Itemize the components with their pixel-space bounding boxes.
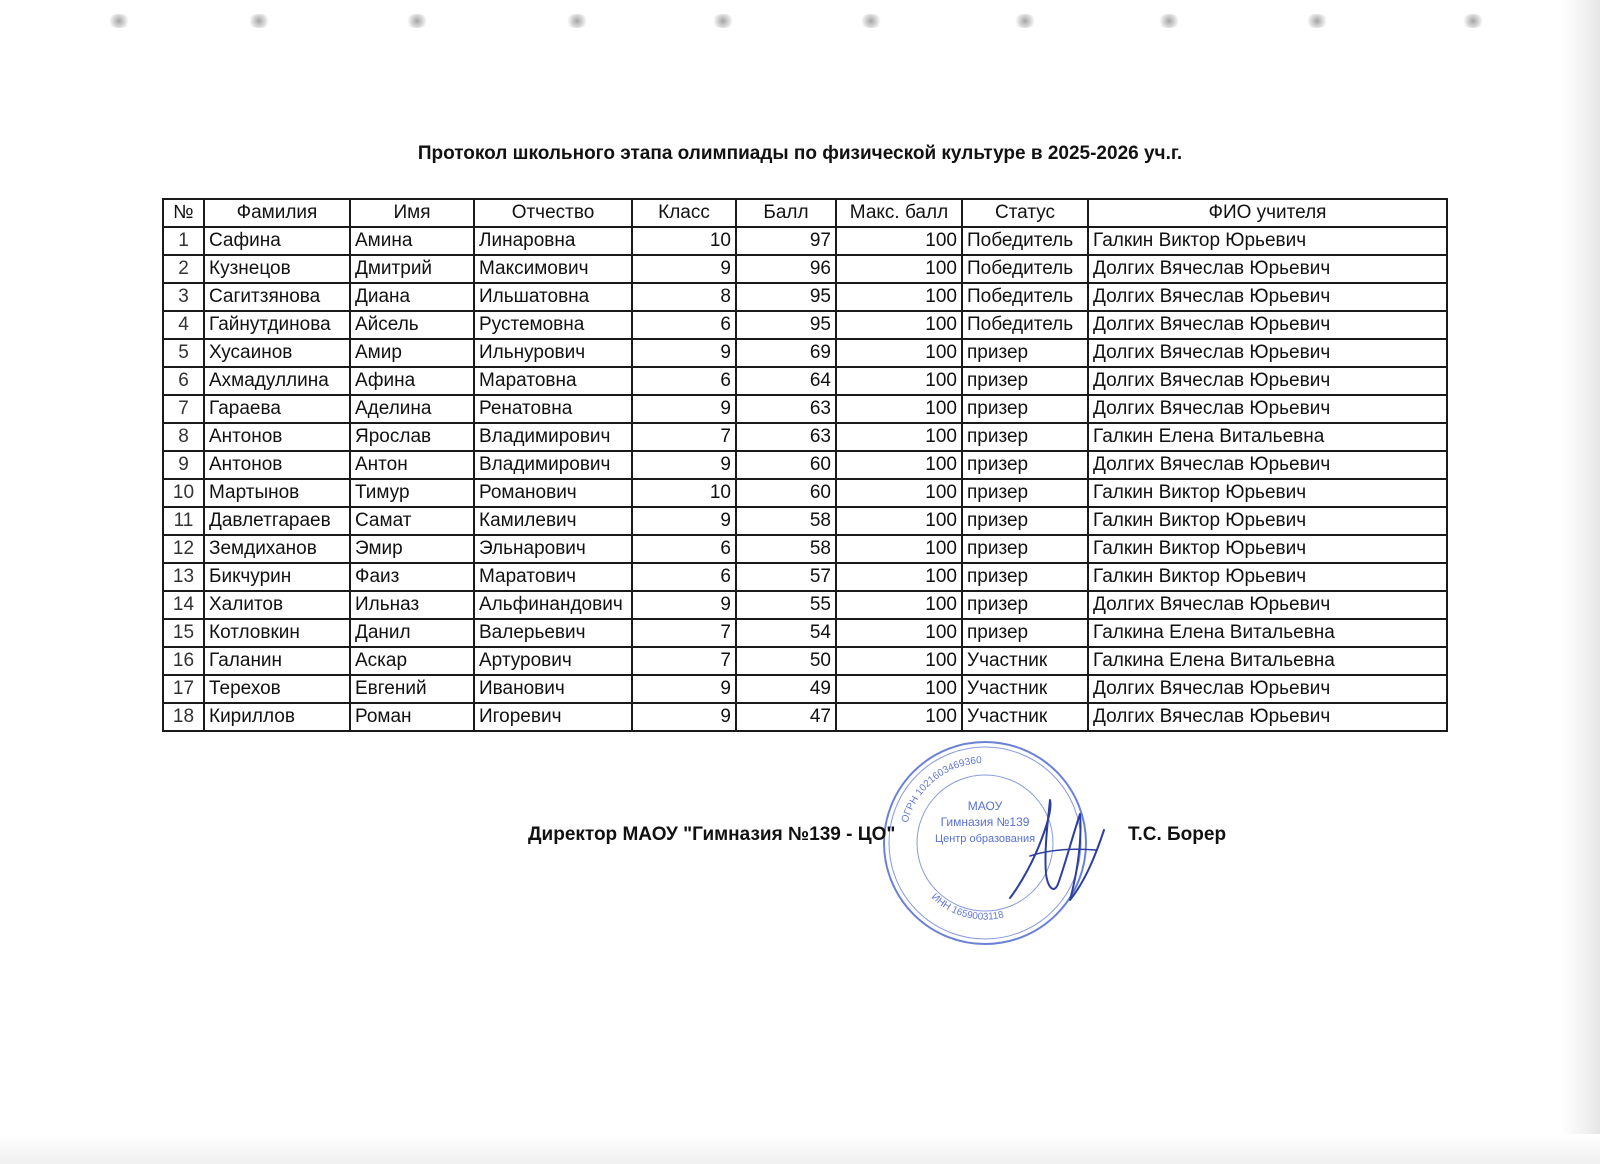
cell-patronymic: Камилевич: [474, 507, 632, 535]
cell-status: призер: [962, 423, 1088, 451]
cell-class: 9: [632, 395, 736, 423]
cell-number: 11: [163, 507, 204, 535]
cell-name: Амир: [350, 339, 474, 367]
cell-status: призер: [962, 451, 1088, 479]
cell-max-score: 100: [836, 255, 962, 283]
table-row: [163, 675, 1447, 703]
cell-teacher: Долгих Вячеслав Юрьевич: [1088, 367, 1447, 395]
cell-patronymic: Маратович: [474, 563, 632, 591]
cell-max-score: 100: [836, 507, 962, 535]
cell-score: 63: [736, 395, 836, 423]
cell-max-score: 100: [836, 367, 962, 395]
cell-class: 10: [632, 479, 736, 507]
cell-teacher: Галкина Елена Витальевна: [1088, 647, 1447, 675]
stamp-ogrn: ОГРН 1021603469360: [899, 755, 983, 825]
cell-name: Эмир: [350, 535, 474, 563]
cell-number: 2: [163, 255, 204, 283]
cell-class: 8: [632, 283, 736, 311]
cell-teacher: Галкин Виктор Юрьевич: [1088, 227, 1447, 255]
stamp-line-2: Гимназия №139: [940, 815, 1030, 829]
cell-name: Афина: [350, 367, 474, 395]
cell-name: Данил: [350, 619, 474, 647]
cell-status: Участник: [962, 675, 1088, 703]
cell-teacher: Галкин Виктор Юрьевич: [1088, 479, 1447, 507]
cell-name: Аделина: [350, 395, 474, 423]
cell-teacher: Долгих Вячеслав Юрьевич: [1088, 703, 1447, 731]
cell-class: 9: [632, 675, 736, 703]
header-number: №: [163, 199, 204, 227]
cell-patronymic: Валерьевич: [474, 619, 632, 647]
cell-score: 58: [736, 535, 836, 563]
cell-number: 6: [163, 367, 204, 395]
cell-class: 7: [632, 619, 736, 647]
table-row: [163, 255, 1447, 283]
cell-score: 95: [736, 283, 836, 311]
cell-patronymic: Игоревич: [474, 703, 632, 731]
header-class: Класс: [632, 199, 736, 227]
header-teacher: ФИО учителя: [1088, 199, 1447, 227]
cell-score: 69: [736, 339, 836, 367]
cell-patronymic: Ильнурович: [474, 339, 632, 367]
scan-dot: [1014, 14, 1036, 28]
cell-class: 7: [632, 423, 736, 451]
cell-class: 9: [632, 255, 736, 283]
cell-max-score: 100: [836, 311, 962, 339]
cell-number: 15: [163, 619, 204, 647]
cell-status: призер: [962, 339, 1088, 367]
cell-status: Победитель: [962, 255, 1088, 283]
cell-score: 60: [736, 479, 836, 507]
cell-surname: Гараева: [204, 395, 350, 423]
cell-status: призер: [962, 535, 1088, 563]
cell-max-score: 100: [836, 479, 962, 507]
cell-status: призер: [962, 619, 1088, 647]
cell-max-score: 100: [836, 591, 962, 619]
cell-teacher: Долгих Вячеслав Юрьевич: [1088, 255, 1447, 283]
cell-number: 17: [163, 675, 204, 703]
cell-surname: Котловкин: [204, 619, 350, 647]
cell-patronymic: Эльнарович: [474, 535, 632, 563]
table-row: [163, 591, 1447, 619]
cell-name: Тимур: [350, 479, 474, 507]
cell-patronymic: Рустемовна: [474, 311, 632, 339]
table-row: [163, 339, 1447, 367]
table-body: [163, 227, 1447, 731]
cell-class: 9: [632, 591, 736, 619]
header-patronymic: Отчество: [474, 199, 632, 227]
scan-dot: [406, 14, 428, 28]
cell-status: призер: [962, 507, 1088, 535]
scan-dot: [860, 14, 882, 28]
stamp-line-1: МАОУ: [967, 799, 1003, 813]
cell-class: 9: [632, 451, 736, 479]
cell-class: 6: [632, 311, 736, 339]
cell-surname: Гайнутдинова: [204, 311, 350, 339]
cell-patronymic: Маратовна: [474, 367, 632, 395]
cell-number: 8: [163, 423, 204, 451]
cell-class: 7: [632, 647, 736, 675]
cell-score: 64: [736, 367, 836, 395]
cell-name: Антон: [350, 451, 474, 479]
cell-teacher: Галкина Елена Витальевна: [1088, 619, 1447, 647]
cell-patronymic: Артурович: [474, 647, 632, 675]
cell-number: 7: [163, 395, 204, 423]
cell-max-score: 100: [836, 647, 962, 675]
cell-number: 4: [163, 311, 204, 339]
cell-score: 49: [736, 675, 836, 703]
cell-surname: Сагитзянова: [204, 283, 350, 311]
header-score: Балл: [736, 199, 836, 227]
header-name: Имя: [350, 199, 474, 227]
cell-score: 50: [736, 647, 836, 675]
scan-dot: [566, 14, 588, 28]
cell-patronymic: Романович: [474, 479, 632, 507]
cell-name: Дмитрий: [350, 255, 474, 283]
scan-artifacts: [0, 0, 1600, 50]
cell-teacher: Долгих Вячеслав Юрьевич: [1088, 311, 1447, 339]
cell-patronymic: Владимирович: [474, 423, 632, 451]
table-row: [163, 563, 1447, 591]
cell-surname: Ахмадуллина: [204, 367, 350, 395]
cell-number: 12: [163, 535, 204, 563]
cell-patronymic: Альфинандович: [474, 591, 632, 619]
cell-number: 5: [163, 339, 204, 367]
cell-name: Евгений: [350, 675, 474, 703]
cell-score: 55: [736, 591, 836, 619]
table-row: [163, 619, 1447, 647]
cell-patronymic: Иванович: [474, 675, 632, 703]
cell-teacher: Галкин Виктор Юрьевич: [1088, 563, 1447, 591]
cell-status: Победитель: [962, 227, 1088, 255]
cell-surname: Антонов: [204, 423, 350, 451]
cell-surname: Мартынов: [204, 479, 350, 507]
cell-status: Участник: [962, 703, 1088, 731]
table-row: [163, 479, 1447, 507]
cell-teacher: Долгих Вячеслав Юрьевич: [1088, 675, 1447, 703]
cell-status: Победитель: [962, 283, 1088, 311]
table-row: [163, 423, 1447, 451]
svg-text:ИНН 1659003118: [929, 891, 1005, 922]
cell-max-score: 100: [836, 423, 962, 451]
cell-score: 95: [736, 311, 836, 339]
table-row: [163, 647, 1447, 675]
cell-max-score: 100: [836, 227, 962, 255]
cell-score: 97: [736, 227, 836, 255]
cell-status: Участник: [962, 647, 1088, 675]
scan-dot: [1306, 14, 1328, 28]
cell-max-score: 100: [836, 619, 962, 647]
cell-max-score: 100: [836, 675, 962, 703]
cell-score: 54: [736, 619, 836, 647]
cell-surname: Хусаинов: [204, 339, 350, 367]
cell-status: Победитель: [962, 311, 1088, 339]
cell-patronymic: Ренатовна: [474, 395, 632, 423]
cell-number: 16: [163, 647, 204, 675]
signatory-name: Т.С. Борер: [1128, 824, 1227, 845]
cell-teacher: Долгих Вячеслав Юрьевич: [1088, 591, 1447, 619]
cell-surname: Кузнецов: [204, 255, 350, 283]
scan-dot: [1462, 14, 1484, 28]
results-table: [162, 198, 1448, 732]
cell-teacher: Долгих Вячеслав Юрьевич: [1088, 283, 1447, 311]
table-row: [163, 507, 1447, 535]
cell-name: Ильназ: [350, 591, 474, 619]
cell-score: 47: [736, 703, 836, 731]
scan-bottom-edge: [0, 1134, 1600, 1164]
cell-surname: Давлетгараев: [204, 507, 350, 535]
cell-teacher: Долгих Вячеслав Юрьевич: [1088, 451, 1447, 479]
cell-max-score: 100: [836, 563, 962, 591]
table-row: [163, 227, 1447, 255]
cell-status: призер: [962, 367, 1088, 395]
cell-class: 9: [632, 703, 736, 731]
cell-score: 60: [736, 451, 836, 479]
cell-teacher: Долгих Вячеслав Юрьевич: [1088, 339, 1447, 367]
cell-patronymic: Максимович: [474, 255, 632, 283]
table-row: [163, 535, 1447, 563]
cell-patronymic: Владимирович: [474, 451, 632, 479]
cell-class: 9: [632, 507, 736, 535]
cell-class: 9: [632, 339, 736, 367]
cell-max-score: 100: [836, 339, 962, 367]
cell-score: 63: [736, 423, 836, 451]
cell-name: Айсель: [350, 311, 474, 339]
cell-name: Фаиз: [350, 563, 474, 591]
scan-dot: [712, 14, 734, 28]
table-row: [163, 451, 1447, 479]
cell-number: 13: [163, 563, 204, 591]
cell-max-score: 100: [836, 703, 962, 731]
cell-number: 18: [163, 703, 204, 731]
cell-class: 6: [632, 535, 736, 563]
table-header-row: [163, 199, 1447, 227]
cell-number: 14: [163, 591, 204, 619]
cell-name: Аскар: [350, 647, 474, 675]
table-row: [163, 367, 1447, 395]
cell-max-score: 100: [836, 451, 962, 479]
cell-name: Ярослав: [350, 423, 474, 451]
cell-surname: Земдиханов: [204, 535, 350, 563]
table-row: [163, 395, 1447, 423]
cell-name: Самат: [350, 507, 474, 535]
cell-teacher: Долгих Вячеслав Юрьевич: [1088, 395, 1447, 423]
header-surname: Фамилия: [204, 199, 350, 227]
cell-surname: Бикчурин: [204, 563, 350, 591]
table-row: [163, 311, 1447, 339]
signature-mark: [1000, 790, 1110, 920]
cell-max-score: 100: [836, 283, 962, 311]
cell-status: призер: [962, 479, 1088, 507]
cell-status: призер: [962, 563, 1088, 591]
cell-teacher: Галкин Елена Витальевна: [1088, 423, 1447, 451]
cell-surname: Галанин: [204, 647, 350, 675]
cell-patronymic: Линаровна: [474, 227, 632, 255]
header-status: Статус: [962, 199, 1088, 227]
cell-name: Диана: [350, 283, 474, 311]
cell-score: 57: [736, 563, 836, 591]
cell-number: 9: [163, 451, 204, 479]
director-title: Директор МАОУ "Гимназия №139 - ЦО": [528, 824, 896, 845]
page-title: Протокол школьного этапа олимпиады по физической культуре в 2025-2026 уч.г.: [417, 143, 1183, 164]
cell-score: 58: [736, 507, 836, 535]
cell-surname: Халитов: [204, 591, 350, 619]
cell-surname: Антонов: [204, 451, 350, 479]
scan-dot: [248, 14, 270, 28]
header-max-score: Макс. балл: [836, 199, 962, 227]
table-row: [163, 283, 1447, 311]
stamp-inn: ИНН 1659003118: [928, 891, 1005, 923]
cell-teacher: Галкин Виктор Юрьевич: [1088, 507, 1447, 535]
scan-dot: [1158, 14, 1180, 28]
cell-number: 1: [163, 227, 204, 255]
scan-dot: [108, 14, 130, 28]
cell-status: призер: [962, 591, 1088, 619]
table-row: [163, 703, 1447, 731]
cell-number: 3: [163, 283, 204, 311]
cell-teacher: Галкин Виктор Юрьевич: [1088, 535, 1447, 563]
cell-name: Амина: [350, 227, 474, 255]
cell-name: Роман: [350, 703, 474, 731]
stamp-line-3: Центр образования: [934, 833, 1036, 845]
cell-patronymic: Ильшатовна: [474, 283, 632, 311]
scan-right-edge: [1560, 0, 1600, 1164]
cell-class: 6: [632, 563, 736, 591]
cell-number: 10: [163, 479, 204, 507]
cell-class: 6: [632, 367, 736, 395]
cell-class: 10: [632, 227, 736, 255]
cell-score: 96: [736, 255, 836, 283]
cell-surname: Терехов: [204, 675, 350, 703]
cell-status: призер: [962, 395, 1088, 423]
cell-surname: Сафина: [204, 227, 350, 255]
svg-text:ОГРН 1021603469360: [900, 755, 983, 824]
cell-max-score: 100: [836, 395, 962, 423]
cell-surname: Кириллов: [204, 703, 350, 731]
cell-max-score: 100: [836, 535, 962, 563]
